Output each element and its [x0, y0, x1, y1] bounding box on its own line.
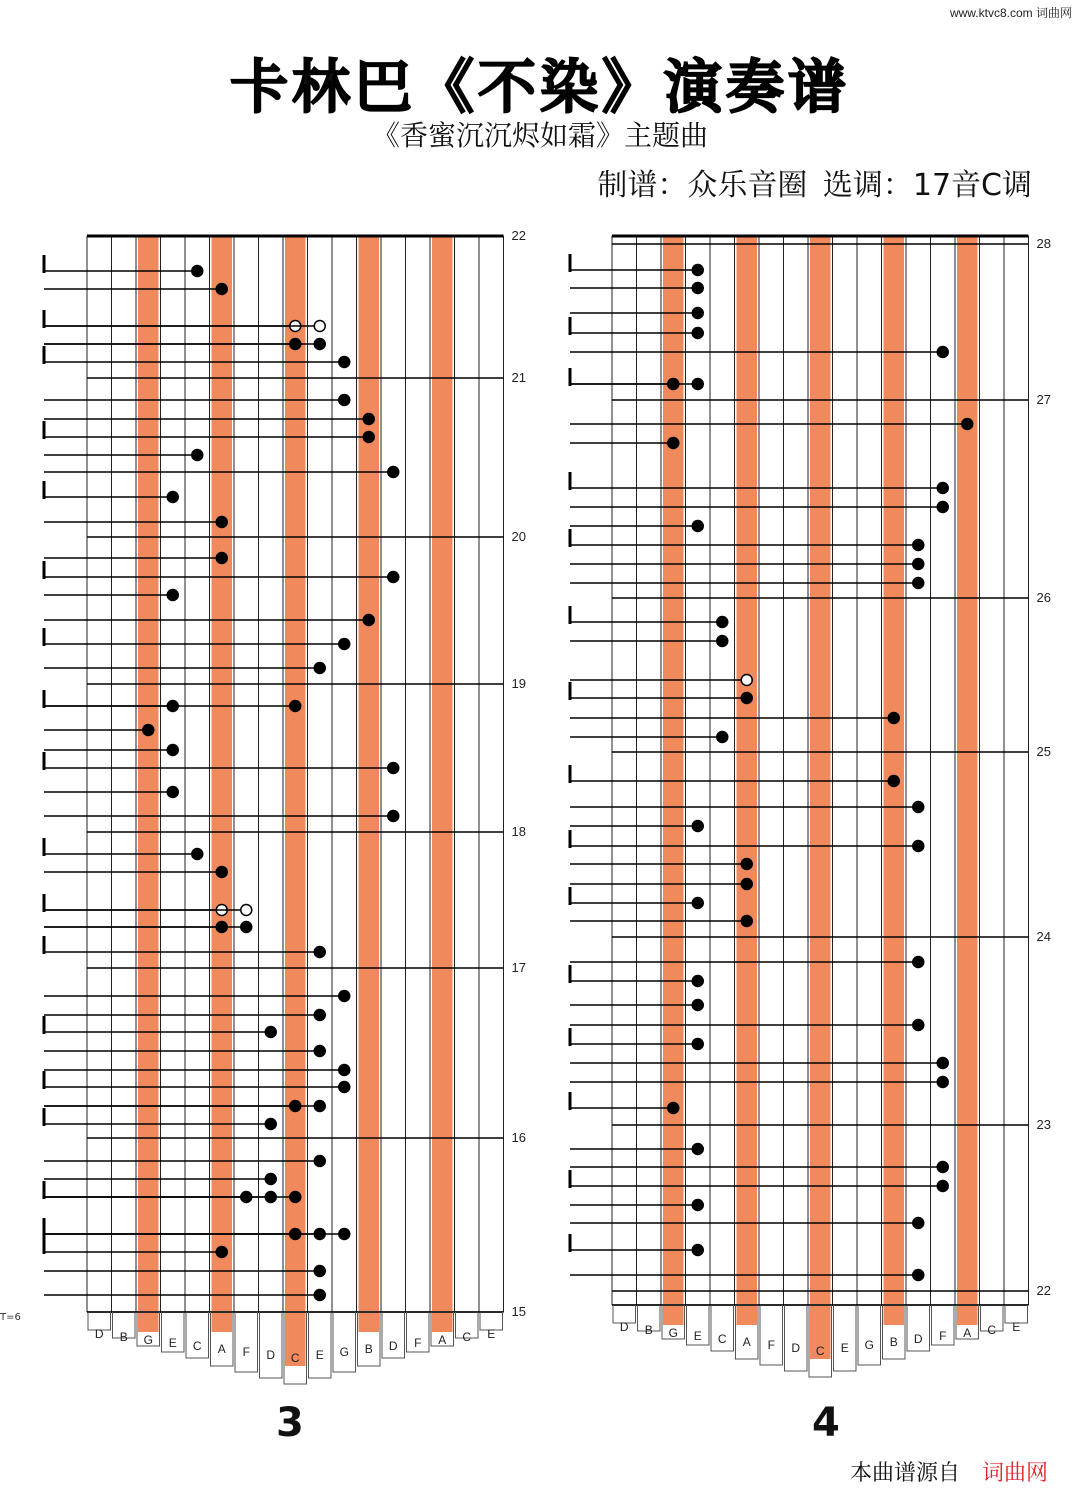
right-measure-number: 25: [1036, 744, 1051, 759]
right-key-tab: [760, 1305, 783, 1365]
right-measure-number: 27: [1036, 392, 1051, 407]
right-note: [937, 502, 948, 513]
left-measure-number: 22: [511, 228, 526, 243]
right-note: [962, 419, 973, 430]
left-note: [388, 467, 399, 478]
right-key-label: D: [913, 1332, 923, 1346]
page-number-right: 4: [812, 1400, 840, 1446]
left-note: [314, 321, 325, 332]
right-note: [913, 540, 924, 551]
right-measure-number: 24: [1036, 929, 1051, 944]
left-note: [339, 1065, 350, 1076]
footer-text: 本曲谱源自: [850, 1461, 961, 1486]
left-key-label: E: [168, 1336, 177, 1350]
right-note: [668, 1103, 679, 1114]
right-note: [913, 1218, 924, 1229]
left-note: [339, 357, 350, 368]
right-key-tab: [858, 1305, 881, 1365]
right-note: [913, 578, 924, 589]
left-key-label: A: [438, 1333, 447, 1347]
left-note: [388, 572, 399, 583]
right-note: [692, 379, 703, 390]
right-measure-number: 26: [1036, 590, 1051, 605]
right-note: [692, 898, 703, 909]
left-note: [265, 1174, 276, 1185]
right-key-label: E: [1012, 1320, 1021, 1334]
right-key-label: D: [791, 1341, 801, 1355]
left-note: [363, 414, 374, 425]
right-note: [913, 802, 924, 813]
right-key-label: E: [693, 1329, 702, 1343]
right-note: [741, 879, 752, 890]
left-key-label: E: [315, 1348, 324, 1362]
left-key-label: A: [217, 1342, 226, 1356]
left-key-label: D: [94, 1327, 104, 1341]
left-note: [363, 432, 374, 443]
credits-line: 制谱：众乐音圈 选调：17音C调: [597, 168, 1032, 203]
right-key-label: A: [963, 1326, 972, 1340]
page-title: 卡林巴《不染》演奏谱: [229, 53, 850, 121]
left-measure-number: 15: [511, 1304, 526, 1319]
right-note: [913, 1270, 924, 1281]
tempo-label: T=6: [0, 1312, 21, 1323]
left-key-label: B: [119, 1330, 128, 1344]
left-note: [192, 450, 203, 461]
left-note: [216, 553, 227, 564]
right-key-label: F: [767, 1338, 775, 1352]
right-note: [717, 636, 728, 647]
right-key-label: E: [840, 1341, 849, 1355]
left-note: [314, 947, 325, 958]
right-note: [692, 308, 703, 319]
right-key-label: G: [668, 1326, 678, 1340]
right-note: [692, 1039, 703, 1050]
left-measure-number: 18: [511, 824, 526, 839]
left-measure-number: 20: [511, 529, 526, 544]
left-note: [314, 339, 325, 350]
right-note: [692, 283, 703, 294]
left-key-label: F: [414, 1336, 422, 1350]
right-note: [692, 976, 703, 987]
right-note: [692, 1245, 703, 1256]
left-key-tab: [309, 1312, 332, 1378]
right-measure-number: 22: [1036, 1283, 1051, 1298]
right-note: [888, 776, 899, 787]
right-note: [741, 916, 752, 927]
right-note: [937, 1162, 948, 1173]
left-key-label: D: [388, 1339, 398, 1353]
right-note: [913, 841, 924, 852]
left-key-tab: [235, 1312, 258, 1372]
right-note: [741, 693, 752, 704]
right-key-label: F: [939, 1329, 947, 1343]
left-note: [339, 991, 350, 1002]
right-note: [937, 1181, 948, 1192]
right-note: [692, 1200, 703, 1211]
left-note: [388, 763, 399, 774]
left-note: [216, 867, 227, 878]
left-key-label: C: [462, 1330, 472, 1344]
left-note: [216, 517, 227, 528]
right-note: [692, 1144, 703, 1155]
left-note: [241, 905, 252, 916]
right-note: [937, 1058, 948, 1069]
right-key-label: B: [889, 1335, 898, 1349]
left-key-label: G: [339, 1345, 349, 1359]
left-note: [241, 922, 252, 933]
left-note: [339, 395, 350, 406]
right-key-label: B: [644, 1323, 653, 1337]
right-note: [741, 675, 752, 686]
right-note: [668, 438, 679, 449]
left-note: [216, 284, 227, 295]
right-note: [937, 483, 948, 494]
left-note: [167, 590, 178, 601]
left-key-tab: [260, 1312, 283, 1378]
left-note: [363, 615, 374, 626]
right-measure-number: 28: [1036, 236, 1051, 251]
right-key-label: C: [987, 1323, 997, 1337]
right-note: [913, 957, 924, 968]
left-note: [339, 1082, 350, 1093]
left-measure-number: 19: [511, 676, 526, 691]
left-note: [265, 1027, 276, 1038]
left-note: [143, 725, 154, 736]
left-key-label: C: [192, 1339, 202, 1353]
right-key-label: C: [815, 1344, 825, 1358]
left-note: [314, 663, 325, 674]
left-measure-number: 16: [511, 1130, 526, 1145]
site-watermark: www.ktvc8.com 词曲网: [949, 6, 1072, 20]
left-note: [339, 1229, 350, 1240]
right-key-tab: [834, 1305, 857, 1371]
left-key-label: C: [290, 1351, 300, 1365]
left-key-label: E: [487, 1327, 496, 1341]
right-note: [692, 328, 703, 339]
left-note: [216, 1247, 227, 1258]
right-note: [888, 713, 899, 724]
left-key-label: D: [266, 1348, 276, 1362]
footer-source: [850, 1456, 1048, 1487]
right-key-tab: [785, 1305, 808, 1371]
left-tine-highlight: [432, 236, 453, 1332]
right-note: [692, 1000, 703, 1011]
left-note: [167, 745, 178, 756]
left-note: [388, 811, 399, 822]
left-note: [167, 492, 178, 503]
left-note: [314, 1010, 325, 1021]
left-note: [290, 701, 301, 712]
right-note: [913, 559, 924, 570]
left-key-label: G: [143, 1333, 153, 1347]
page-subtitle: 《香蜜沉沉烬如霜》主题曲: [371, 119, 708, 152]
right-note: [913, 1020, 924, 1031]
left-note: [290, 1192, 301, 1203]
left-key-tab: [333, 1312, 356, 1372]
left-measure-number: 17: [511, 960, 526, 975]
left-note: [265, 1119, 276, 1130]
right-note: [692, 265, 703, 276]
right-key-label: D: [619, 1320, 629, 1334]
left-note: [314, 1046, 325, 1057]
left-note: [192, 266, 203, 277]
right-note: [937, 347, 948, 358]
footer-site: 词曲网: [982, 1461, 1049, 1486]
left-key-label: F: [242, 1345, 250, 1359]
left-note: [167, 787, 178, 798]
right-note: [937, 1077, 948, 1088]
right-key-label: C: [717, 1332, 727, 1346]
left-key-label: B: [364, 1342, 373, 1356]
right-tine-highlight: [810, 236, 831, 1359]
left-note: [314, 1101, 325, 1112]
left-note: [314, 1156, 325, 1167]
left-note: [314, 1266, 325, 1277]
left-tine-highlight: [359, 236, 380, 1332]
right-measure-number: 23: [1036, 1117, 1051, 1132]
right-key-label: A: [742, 1335, 751, 1349]
right-key-label: G: [864, 1338, 874, 1352]
right-note: [741, 859, 752, 870]
left-measure-number: 21: [511, 370, 526, 385]
right-note: [692, 821, 703, 832]
right-note: [692, 521, 703, 532]
left-note: [339, 639, 350, 650]
page-number-left: 3: [276, 1400, 304, 1446]
left-note: [192, 849, 203, 860]
right-note: [717, 732, 728, 743]
right-note: [717, 617, 728, 628]
left-note: [314, 1290, 325, 1301]
